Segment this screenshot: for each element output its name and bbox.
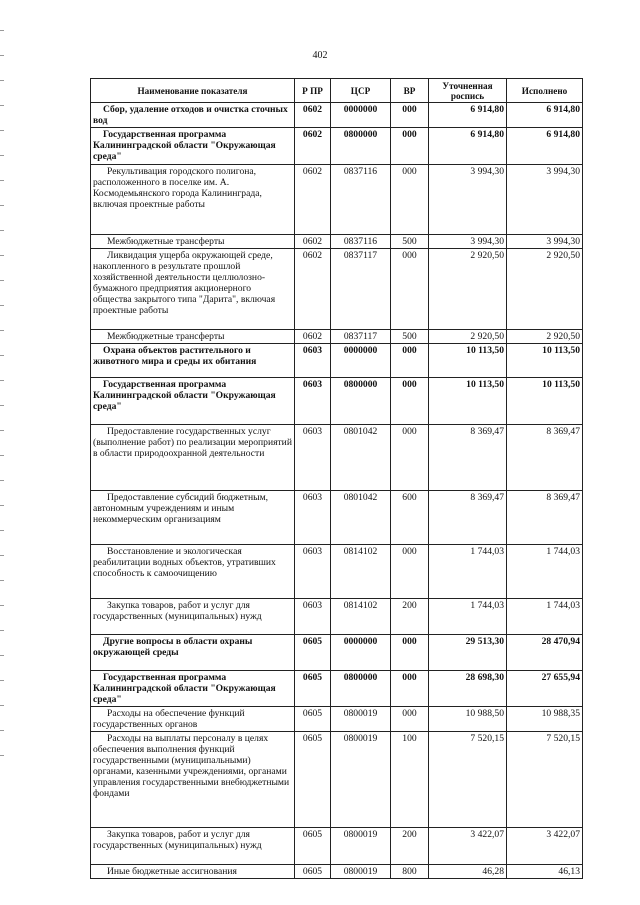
cell-done: 3 994,30 bbox=[507, 165, 583, 235]
header-name: Наименование показателя bbox=[91, 79, 295, 103]
cell-plan: 6 914,80 bbox=[429, 128, 507, 165]
cell-csr: 0800000 bbox=[331, 671, 391, 707]
cell-name: Межбюджетные трансферты bbox=[91, 330, 295, 344]
cell-rpr: 0602 bbox=[295, 128, 331, 165]
cell-vr: 000 bbox=[391, 165, 429, 235]
cell-rpr: 0603 bbox=[295, 545, 331, 599]
cell-plan: 2 920,50 bbox=[429, 249, 507, 330]
cell-csr: 0800019 bbox=[331, 732, 391, 828]
cell-name: Закупка товаров, работ и услуг для государственных (муниципальных) нужд bbox=[91, 828, 295, 865]
cell-csr: 0837117 bbox=[331, 249, 391, 330]
table-row bbox=[91, 671, 583, 707]
cell-name: Другие вопросы в области охраны окружающей среды bbox=[91, 635, 295, 671]
cell-done: 2 920,50 bbox=[507, 330, 583, 344]
cell-name: Государственная программа Калининградской области "Окружающая среда" bbox=[91, 671, 295, 707]
cell-rpr: 0605 bbox=[295, 671, 331, 707]
cell-done: 10 113,50 bbox=[507, 378, 583, 425]
table-row bbox=[91, 378, 583, 425]
cell-name: Восстановление и экологическая реабилитации водных объектов, утративших способность к самоочищению bbox=[91, 545, 295, 599]
cell-name: Межбюджетные трансферты bbox=[91, 235, 295, 249]
cell-csr: 0000000 bbox=[331, 635, 391, 671]
cell-done: 7 520,15 bbox=[507, 732, 583, 828]
cell-vr: 200 bbox=[391, 599, 429, 635]
table-row bbox=[91, 128, 583, 165]
cell-vr: 500 bbox=[391, 235, 429, 249]
cell-done: 3 422,07 bbox=[507, 828, 583, 865]
cell-name: Предоставление государственных услуг (выполнение работ) по реализации мероприятий в области природоохранной деятельности bbox=[91, 425, 295, 491]
cell-done: 1 744,03 bbox=[507, 599, 583, 635]
cell-done: 8 369,47 bbox=[507, 425, 583, 491]
cell-vr: 100 bbox=[391, 732, 429, 828]
cell-plan: 10 113,50 bbox=[429, 344, 507, 378]
cell-done: 3 994,30 bbox=[507, 235, 583, 249]
cell-done: 10 988,35 bbox=[507, 707, 583, 732]
cell-plan: 1 744,03 bbox=[429, 545, 507, 599]
cell-name: Охрана объектов растительного и животного мира и среды их обитания bbox=[91, 344, 295, 378]
table-row bbox=[91, 344, 583, 378]
cell-csr: 0800019 bbox=[331, 828, 391, 865]
cell-done: 27 655,94 bbox=[507, 671, 583, 707]
cell-name: Иные бюджетные ассигнования bbox=[91, 865, 295, 879]
cell-rpr: 0603 bbox=[295, 491, 331, 545]
cell-csr: 0837117 bbox=[331, 330, 391, 344]
cell-rpr: 0602 bbox=[295, 103, 331, 128]
cell-vr: 000 bbox=[391, 425, 429, 491]
cell-csr: 0800019 bbox=[331, 707, 391, 732]
page-number: 402 bbox=[312, 50, 328, 61]
budget-execution-table bbox=[90, 78, 583, 879]
cell-rpr: 0602 bbox=[295, 235, 331, 249]
cell-vr: 800 bbox=[391, 865, 429, 879]
cell-vr: 000 bbox=[391, 103, 429, 128]
cell-plan: 28 698,30 bbox=[429, 671, 507, 707]
cell-done: 1 744,03 bbox=[507, 545, 583, 599]
cell-vr: 000 bbox=[391, 378, 429, 425]
cell-name: Сбор, удаление отходов и очистка сточных вод bbox=[91, 103, 295, 128]
cell-done: 6 914,80 bbox=[507, 128, 583, 165]
header-done: Исполнено bbox=[507, 79, 583, 103]
cell-name: Государственная программа Калининградской области "Окружающая среда" bbox=[91, 128, 295, 165]
table-row bbox=[91, 330, 583, 344]
cell-csr: 0800000 bbox=[331, 378, 391, 425]
cell-done: 46,13 bbox=[507, 865, 583, 879]
cell-rpr: 0602 bbox=[295, 330, 331, 344]
cell-csr: 0800019 bbox=[331, 865, 391, 879]
table-row bbox=[91, 103, 583, 128]
table-row bbox=[91, 599, 583, 635]
cell-name: Расходы на выплаты персоналу в целях обеспечения выполнения функций государственными (муниципальными) органами, казенными учреждениями, органами управления государственными внебюджетными фондами bbox=[91, 732, 295, 828]
header-csr: ЦСР bbox=[331, 79, 391, 103]
cell-plan: 3 994,30 bbox=[429, 165, 507, 235]
cell-rpr: 0605 bbox=[295, 732, 331, 828]
cell-plan: 29 513,30 bbox=[429, 635, 507, 671]
cell-vr: 000 bbox=[391, 344, 429, 378]
cell-plan: 7 520,15 bbox=[429, 732, 507, 828]
cell-plan: 8 369,47 bbox=[429, 491, 507, 545]
cell-plan: 46,28 bbox=[429, 865, 507, 879]
cell-rpr: 0603 bbox=[295, 378, 331, 425]
cell-rpr: 0602 bbox=[295, 165, 331, 235]
cell-csr: 0837116 bbox=[331, 235, 391, 249]
table-row bbox=[91, 865, 583, 879]
cell-done: 6 914,80 bbox=[507, 103, 583, 128]
table-row bbox=[91, 235, 583, 249]
cell-name: Расходы на обеспечение функций государственных органов bbox=[91, 707, 295, 732]
header-rpr: Р ПР bbox=[295, 79, 331, 103]
cell-vr: 200 bbox=[391, 828, 429, 865]
cell-vr: 600 bbox=[391, 491, 429, 545]
cell-name: Ликвидация ущерба окружающей среде, накопленного в результате прошлой хозяйственной деятельности целлюлозно-бумажного предприятия акционерного общества закрытого типа "Дарита", включая проектные работы bbox=[91, 249, 295, 330]
table-row bbox=[91, 491, 583, 545]
cell-csr: 0000000 bbox=[331, 103, 391, 128]
cell-plan: 10 113,50 bbox=[429, 378, 507, 425]
cell-plan: 3 994,30 bbox=[429, 235, 507, 249]
cell-csr: 0800000 bbox=[331, 128, 391, 165]
cell-plan: 1 744,03 bbox=[429, 599, 507, 635]
cell-rpr: 0605 bbox=[295, 865, 331, 879]
cell-vr: 000 bbox=[391, 635, 429, 671]
table-body bbox=[91, 103, 583, 879]
table-row bbox=[91, 249, 583, 330]
cell-name: Предоставление субсидий бюджетным, автономным учреждениям и иным некоммерческим организациям bbox=[91, 491, 295, 545]
cell-csr: 0000000 bbox=[331, 344, 391, 378]
table-row bbox=[91, 545, 583, 599]
cell-name: Закупка товаров, работ и услуг для государственных (муниципальных) нужд bbox=[91, 599, 295, 635]
cell-csr: 0837116 bbox=[331, 165, 391, 235]
cell-plan: 6 914,80 bbox=[429, 103, 507, 128]
cell-plan: 8 369,47 bbox=[429, 425, 507, 491]
binding-margin-marks bbox=[0, 30, 6, 780]
cell-csr: 0801042 bbox=[331, 491, 391, 545]
cell-vr: 000 bbox=[391, 128, 429, 165]
table-row bbox=[91, 707, 583, 732]
cell-vr: 000 bbox=[391, 249, 429, 330]
cell-done: 28 470,94 bbox=[507, 635, 583, 671]
cell-vr: 000 bbox=[391, 707, 429, 732]
table-row bbox=[91, 425, 583, 491]
table-row bbox=[91, 165, 583, 235]
cell-plan: 10 988,50 bbox=[429, 707, 507, 732]
cell-rpr: 0605 bbox=[295, 707, 331, 732]
table-header-row bbox=[91, 79, 583, 103]
cell-done: 10 113,50 bbox=[507, 344, 583, 378]
cell-name: Рекультивация городского полигона, расположенного в поселке им. А. Космодемьянского города Калининграда, включая проектные работы bbox=[91, 165, 295, 235]
header-plan: Уточненная роспись bbox=[429, 79, 507, 103]
table-row bbox=[91, 828, 583, 865]
cell-csr: 0814102 bbox=[331, 545, 391, 599]
cell-rpr: 0602 bbox=[295, 249, 331, 330]
cell-rpr: 0605 bbox=[295, 828, 331, 865]
cell-vr: 500 bbox=[391, 330, 429, 344]
cell-plan: 2 920,50 bbox=[429, 330, 507, 344]
cell-vr: 000 bbox=[391, 545, 429, 599]
cell-csr: 0801042 bbox=[331, 425, 391, 491]
cell-rpr: 0603 bbox=[295, 599, 331, 635]
cell-done: 2 920,50 bbox=[507, 249, 583, 330]
cell-plan: 3 422,07 bbox=[429, 828, 507, 865]
cell-name: Государственная программа Калининградской области "Окружающая среда" bbox=[91, 378, 295, 425]
cell-rpr: 0605 bbox=[295, 635, 331, 671]
cell-rpr: 0603 bbox=[295, 425, 331, 491]
table-row bbox=[91, 635, 583, 671]
table-row bbox=[91, 732, 583, 828]
cell-vr: 000 bbox=[391, 671, 429, 707]
cell-done: 8 369,47 bbox=[507, 491, 583, 545]
cell-csr: 0814102 bbox=[331, 599, 391, 635]
header-vr: ВР bbox=[391, 79, 429, 103]
cell-rpr: 0603 bbox=[295, 344, 331, 378]
